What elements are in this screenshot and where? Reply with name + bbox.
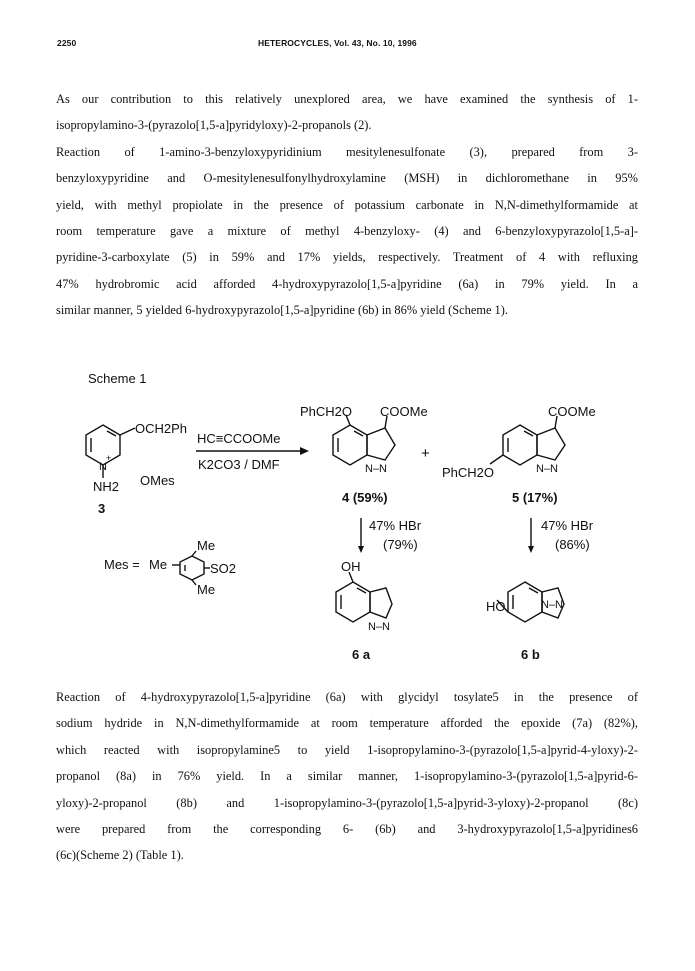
amino-group: NH2 — [93, 479, 120, 494]
yield-6a: (79%) — [383, 537, 418, 552]
compound-4-benzyloxy: PhCH2O — [300, 404, 353, 419]
mes-so2: SO2 — [210, 561, 237, 576]
text-line: Reaction of 1-amino-3-benzyloxypyridinium mesitylenesulfonate (3), prepared from 3- — [56, 144, 638, 159]
compound-4-ester: COOMe — [380, 404, 428, 419]
hbr-condition-5: 47% HBr — [541, 518, 594, 533]
paragraph-synthesis — [56, 684, 638, 869]
mes-para-methyl: Me — [149, 557, 168, 572]
compound-4-label: 4 (59%) — [342, 490, 388, 505]
reagent-base: K2CO3 / DMF — [198, 457, 280, 472]
compound-5-ring-n: N–N — [536, 463, 559, 475]
counterion: OMes — [140, 473, 175, 488]
running-header: HETEROCYCLES, Vol. 43, No. 10, 1996 — [258, 38, 417, 48]
compound-6a-label: 6 a — [352, 647, 371, 662]
text-line: (6c)(Scheme 2) (Table 1). — [56, 848, 184, 863]
arrow-head — [300, 447, 309, 455]
text-line: 47% hydrobromic acid afforded 4-hydroxypyrazolo[1,5-a]pyridine (6a) in 79% yield. In a — [56, 276, 638, 291]
mesityl-ring — [172, 551, 210, 585]
pyridinium-ring — [86, 425, 135, 478]
mes-definition-label: Mes = — [104, 557, 140, 572]
compound-5-ester: COOMe — [548, 404, 596, 419]
text-line: yield, with methyl propiolate in the presence of potassium carbonate in N,N-dimethylformamide at — [56, 197, 638, 212]
text-line: yloxy)-2-propanol (8b) and 1-isopropylamino-3-(pyrazolo[1,5-a]pyrid-3-yloxy)-2-propanol (8c) — [56, 795, 638, 810]
text-line: benzyloxypyridine and O-mesitylenesulfonylhydroxylamine (MSH) in dichloromethane in 95% — [56, 171, 638, 186]
down-arrow-4-head — [358, 546, 364, 553]
mes-ortho-methyl-bottom: Me — [197, 582, 216, 597]
yield-6b: (86%) — [555, 537, 590, 552]
compound-6b-ho: HO — [486, 599, 506, 614]
reagent-propiolate: HC≡CCOOMe — [197, 431, 281, 446]
plus-charge: + — [106, 453, 112, 463]
text-line: propanol (8a) in 76% yield. In a similar manner, 1-isopropylamino-3-(pyrazolo[1,5-a]pyrid-6- — [56, 769, 638, 784]
scheme-title: Scheme 1 — [88, 371, 147, 386]
obn-substituent: OCH2Ph — [135, 421, 188, 436]
text-line: isopropylamino-3-(pyrazolo[1,5-a]pyridyloxy)-2-propanols (2). — [56, 118, 372, 133]
text-line: pyridine-3-carboxylate (5) in 59% and 17% yields, respectively. Treatment of 4 with refluxing — [56, 250, 638, 265]
page-number: 2250 — [57, 38, 77, 48]
text-line: similar manner, 5 yielded 6-hydroxypyrazolo[1,5-a]pyridine (6b) in 86% yield (Scheme 1). — [56, 303, 508, 318]
compound-3-label: 3 — [98, 501, 106, 516]
hbr-condition-4: 47% HBr — [369, 518, 422, 533]
plus-sign: + — [421, 445, 430, 462]
compound-6a-ring-n: N–N — [368, 621, 391, 633]
text-line: were prepared from the corresponding 6- (6b) and 3-hydroxypyrazolo[1,5-a]pyridines6 — [56, 822, 638, 837]
compound-6b-label: 6 b — [521, 647, 540, 662]
pyridinium-n: N — [99, 461, 107, 473]
compound-5-benzyloxy: PhCH2O — [442, 465, 495, 480]
mes-ortho-methyl-top: Me — [197, 538, 216, 553]
compound-5-label: 5 (17%) — [512, 490, 558, 505]
compound-6a-oh: OH — [341, 559, 361, 574]
down-arrow-5-head — [528, 546, 534, 553]
text-line: which reacted with isopropylamine5 to yield 1-isopropylamino-3-(pyrazolo[1,5-a]pyrid-4-yloxy)-2- — [56, 742, 638, 757]
text-line: sodium hydride in N,N-dimethylformamide at room temperature afforded the epoxide (7a) (82%), — [56, 716, 638, 731]
compound-6b-ring-n: N–N — [541, 599, 564, 611]
compound-4-ring-n: N–N — [365, 463, 388, 475]
compound-6a-structure — [336, 572, 392, 622]
compound-5-structure — [490, 416, 565, 465]
text-line: Reaction of 4-hydroxypyrazolo[1,5-a]pyridine (6a) with glycidyl tosylate5 in the presence of — [56, 690, 638, 704]
text-line: As our contribution to this relatively unexplored area, we have examined the synthesis of 1- — [56, 92, 638, 106]
compound-4-structure — [333, 415, 395, 465]
text-line: room temperature gave a mixture of methyl 4-benzyloxy- (4) and 6-benzyloxypyrazolo[1,5-a]- — [56, 224, 638, 239]
